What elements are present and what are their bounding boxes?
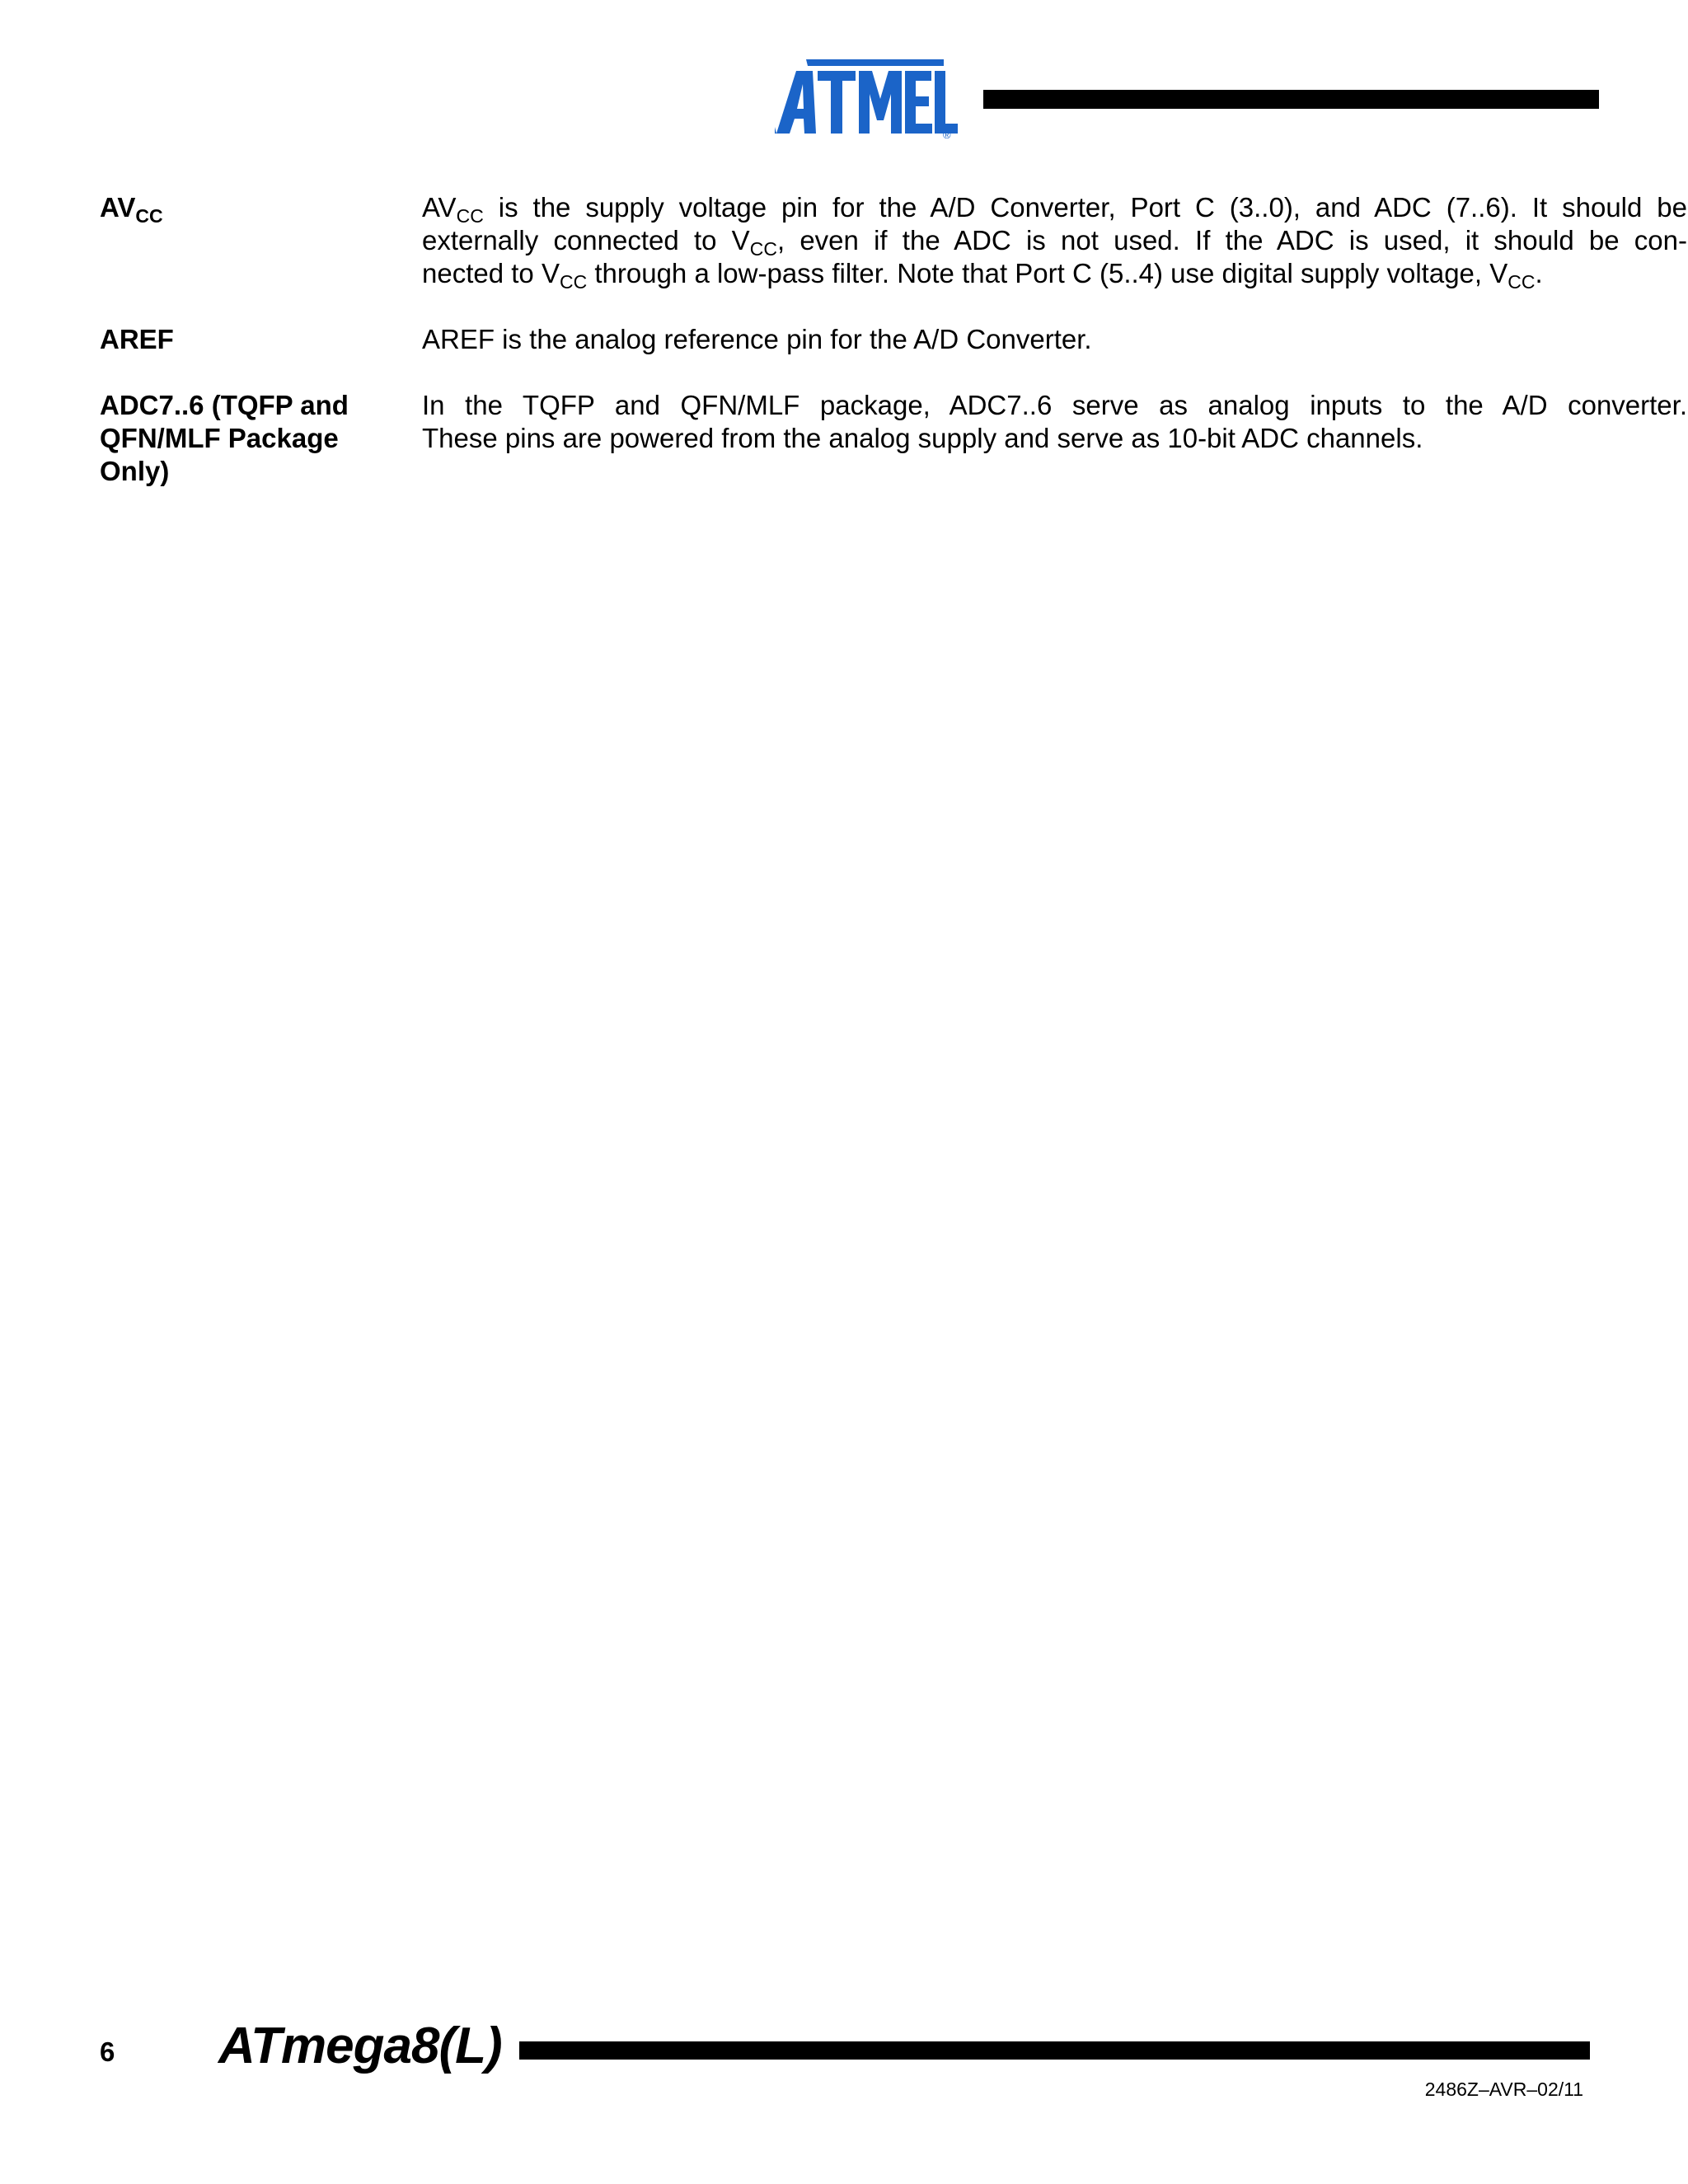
description-line: In the TQFP and QFN/MLF package, ADC7..6 serve as analog inputs to the A/D converter. (422, 390, 1687, 420)
document-title: ATmega8(L) (218, 2018, 502, 2074)
description-line: AREF is the analog reference pin for the A/D Converter. (422, 324, 1092, 354)
page-number: 6 (100, 2036, 115, 2067)
header-rule (983, 90, 1599, 109)
description-line: $AV_{CC}$ is the supply voltage pin for the A/D Converter, Port C (3..0), and ADC (7..6). It should be (422, 192, 1687, 227)
definition-description (422, 323, 1687, 356)
description-line: nected to $V_{CC}$ through a low-pass filter. Note that Port C (5..4) use digital supply voltage, $V_{CC}$. (422, 258, 1543, 293)
definition-term: ADC7..6 (TQFP and QFN/MLF Package Only) (100, 390, 349, 486)
definition-description (422, 389, 1687, 455)
document-code: 2486Z–AVR–02/11 (1424, 2079, 1583, 2100)
description-line: externally connected to $V_{CC}$, even if the ADC is not used. If the ADC is used, it should be con- (422, 225, 1688, 260)
description-line: These pins are powered from the analog supply and serve as 10-bit ADC channels. (422, 423, 1423, 453)
definition-description (422, 191, 1688, 293)
definition-term: $AV_{CC}$ (100, 192, 163, 227)
definition-term: AREF (100, 324, 174, 354)
atmel-logo (775, 56, 958, 138)
footer-rule (519, 2041, 1590, 2060)
registered-mark: ® (943, 129, 951, 138)
